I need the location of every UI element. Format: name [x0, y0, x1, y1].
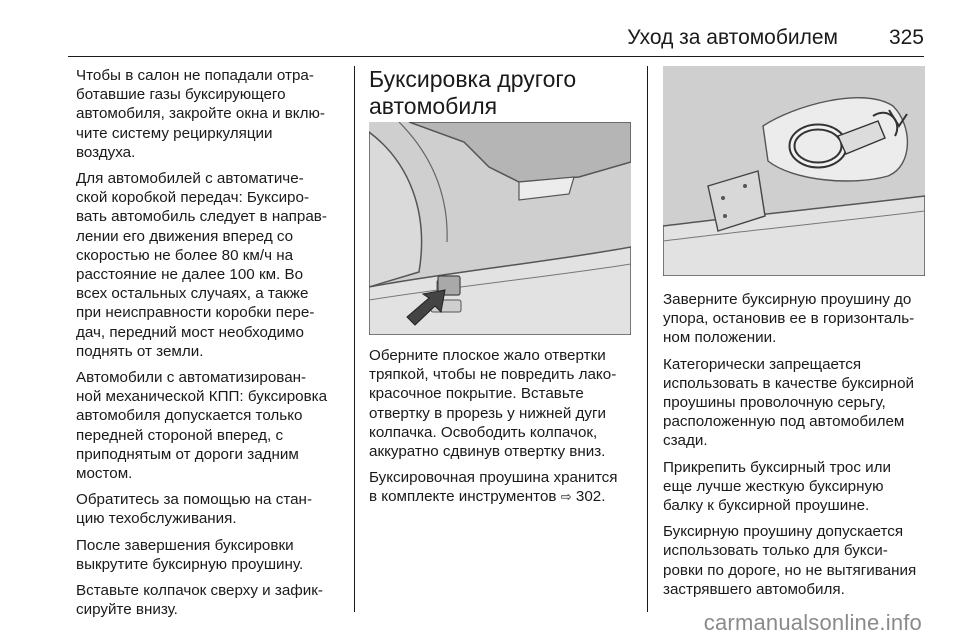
paragraph: Категорически запрещается использовать в качестве буксирной проушины проволочную серьгу, расположенную под автомобилем сзади.: [663, 355, 914, 450]
section-heading: Буксировка другого автомобиля: [369, 66, 577, 119]
column-divider-left: [354, 66, 355, 612]
watermark: carmanualsonline.info: [703, 610, 922, 635]
illustration-towing-eye: [663, 66, 925, 276]
page-reference-arrow-icon: ⇨: [560, 489, 572, 505]
page-header: [0, 0, 960, 56]
paragraph: Заверните буксирную проушину до упора, остановив ее в горизонталь- ном положении.: [663, 291, 915, 347]
paragraph: Обратитесь за помощью на стан- цию техобслуживания.: [76, 491, 312, 528]
reference-paragraph: [369, 468, 633, 506]
reference-text: Буксировочная проушина хранится в комплекте инструментов: [369, 469, 618, 506]
section-title: Уход за автомобилем: [627, 26, 838, 49]
text-column-1: [76, 66, 342, 626]
paragraph: Оберните плоское жало отвертки тряпкой, чтобы не повредить лако- красочное покрытие. Вставьте отвертку в прорезь у нижней дуги колпачка. Освободить колпачок, аккуратно сдвинув отвертку вниз.: [369, 347, 617, 461]
column-divider-right: [647, 66, 648, 612]
paragraph: Чтобы в салон не попадали отра- ботавшие газы буксирующего автомобиля, закройте окна и вклю- чите систему рециркуляции воздуха.: [76, 67, 325, 161]
text-column-3: [663, 290, 929, 606]
paragraph: Буксирную проушину допускается использовать только для букси- ровки по дороге, но не вытягивания застрявшего автомобиля.: [663, 523, 917, 598]
reference-page: 302.: [575, 488, 606, 506]
paragraph: После завершения буксировки выкрутите буксирную проушину.: [76, 536, 304, 573]
page-number: 325: [888, 26, 924, 49]
paragraph: Прикрепить буксирный трос или еще лучше жесткую буксирную балку к буксирной проушине.: [663, 458, 891, 515]
paragraph: Вставьте колпачок сверху и зафик- сируйте внизу.: [76, 582, 323, 619]
header-rule: [68, 56, 924, 57]
towing-eye-drawing: [663, 66, 925, 276]
illustration-rear-bumper: [369, 122, 631, 335]
paragraph: Автомобили с автоматизирован- ной механической КПП: буксировка автомобиля допускается только передней стороной вперед, с приподнятым от дороги задним мостом.: [76, 369, 328, 483]
text-column-2-body: [369, 346, 633, 514]
paragraph: Для автомобилей с автоматиче- ской коробкой передач: Буксиро- вать автомобиль следует в направ- лении его движения вперед со скоростью не более 80 км/ч на расстояние не далее 100 км. Во всех остальных случаях, а также при неисправности коробки пере- дач, передний мост необходимо поднять от земли.: [76, 170, 327, 360]
rear-bumper-drawing: [369, 122, 631, 335]
